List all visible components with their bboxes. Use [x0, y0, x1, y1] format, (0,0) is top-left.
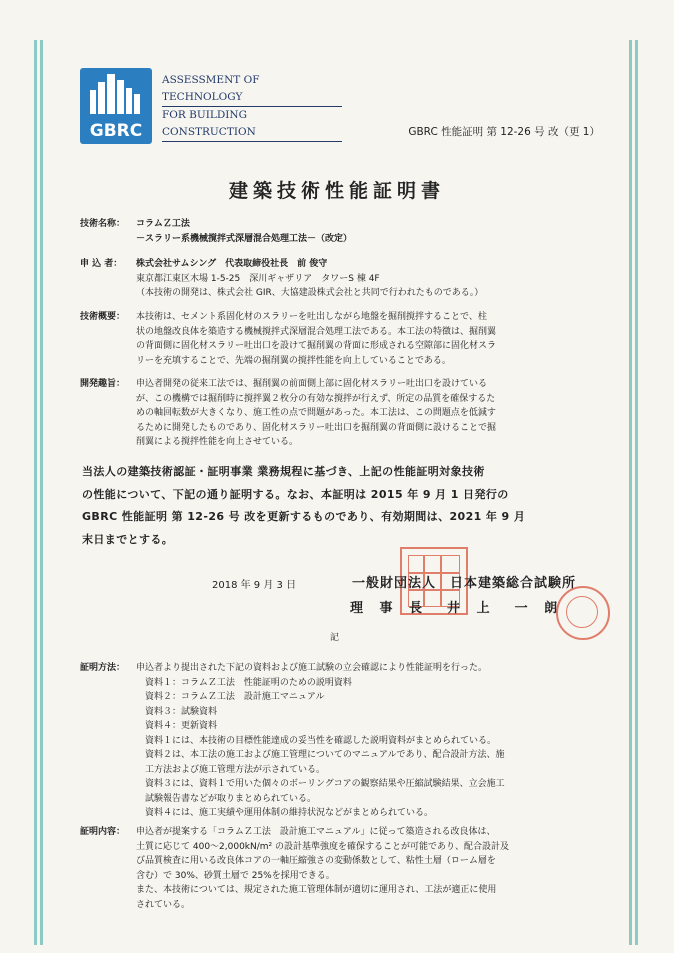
section-body	[136, 661, 598, 821]
section-method	[80, 661, 600, 821]
text-line: コラムＺ工法	[136, 219, 190, 229]
section-body	[136, 825, 598, 912]
text-line: めの軸回転数が大きくなり、施工性の点で問題があった。本工法は、この問題点を低減す	[136, 408, 496, 418]
text-line: 資料４：更新資料	[136, 721, 218, 731]
text-line: 本技術は、セメント系固化材のスラリーを吐出しながら地盤を掘削撹拌することで、柱	[136, 312, 487, 322]
text-line: －スラリー系機械撹拌式深層混合処理工法－（改定）	[136, 233, 353, 244]
section-label: 申 込 者：	[80, 259, 123, 269]
document-title: 建築技術性能証明書	[228, 180, 445, 202]
org-name-line-2: FOR BUILDING CONSTRUCTION	[162, 107, 342, 142]
section-label: 技術概要：	[80, 312, 126, 322]
org-name-english	[162, 72, 342, 142]
issuer-organization: 一般財団法人 日本建築総合試験所	[352, 576, 577, 591]
issuer-signatory: 理 事 長 井 上 一 朗	[350, 601, 564, 616]
text-line: 土質に応じて 400～2,000kN/m² の設計基準強度を確保することが可能であり、配合設計及	[136, 841, 510, 852]
section-tech-name	[80, 217, 600, 247]
section-overview	[80, 310, 600, 370]
text-line: リーを充填することで、先端の掘削翼の撹拌性能を向上していることである。	[136, 355, 451, 366]
note-marker: 記	[330, 633, 340, 643]
text-line: 工方法および施工管理方法が示されている。	[136, 764, 326, 775]
section-label: 証明方法：	[80, 663, 126, 673]
text-line: の背面側に固化材スラリー吐出口を設けて掘削翼の背面に形成される空隙部に固化材スラ	[136, 341, 497, 351]
text-line: 資料１には、本技術の目標性能達成の妥当性を確認した説明資料がまとめられている。	[136, 735, 497, 746]
text-line: 株式会社サムシング 代表取締役社長 前 俊守	[136, 259, 328, 269]
text-line: 資料２：コラムＺ工法 設計施工マニュアル	[136, 692, 325, 702]
text-line: 東京都江東区木場 1-5-25 深川ギャザリア タワーS 棟 4F	[136, 273, 380, 284]
section-label: 証明内容：	[80, 827, 126, 837]
certification-statement	[82, 461, 602, 551]
text-line: 含む）で 30%、砂質土層で 25%を採用できる。	[136, 870, 335, 881]
gbrc-logo	[80, 68, 152, 144]
text-line: 資料３には、資料１で用いた個々のボーリングコアの観察結果や圧縮試験結果、立会施工	[136, 779, 505, 789]
text-line: るために開発したものであり、固化材スラリー吐出口を掘削翼の背面側に設けることで掘	[136, 422, 497, 433]
text-line: 申込者より提出された下記の資料および施工試験の立会確認により性能証明を行った。	[136, 663, 488, 673]
org-name-line-1: ASSESSMENT OF TECHNOLOGY	[162, 72, 342, 107]
text-line: （本技術の開発は、株式会社 GIR、大協建設株式会社と共同で行われたものである。）	[136, 288, 484, 298]
section-body	[136, 217, 598, 246]
text-line: されている。	[136, 899, 191, 910]
text-line: 申込者開発の従来工法では、掘削翼の前面側上部に固化材スラリー吐出口を設けている	[136, 379, 488, 389]
text-line: 資料２は、本工法の施工および施工管理についてのマニュアルであり、配合設計方法、施	[136, 750, 505, 760]
section-background	[80, 377, 600, 452]
text-line: 当法人の建築技術認証・証明事業 業務規程に基づき、上記の性能証明対象技術	[82, 465, 485, 478]
text-line: 状の地盤改良体を築造する機械撹拌式深層混合処理工法である。本工法の特徴は、掘削翼	[136, 326, 497, 337]
text-line: 削翼による撹拌性能を向上させている。	[136, 437, 299, 447]
text-line: び品質検査に用いる改良体コアの一軸圧縮強さの変動係数として、粘性土層（ローム層を	[136, 856, 496, 866]
text-line: 資料１：コラムＺ工法 性能証明のための説明資料	[136, 677, 352, 688]
text-line: 資料４には、施工実績や運用体制の維持状況などがまとめられている。	[136, 808, 434, 818]
section-body	[136, 257, 598, 301]
issue-date: 2018 年 9 月 3 日	[212, 580, 297, 591]
section-body	[136, 377, 598, 450]
text-line: 末日までとする。	[82, 532, 174, 546]
official-round-seal	[556, 586, 610, 640]
text-line: 試験報告書などが取りまとめられている。	[136, 793, 317, 804]
text-line: 申込者が提案する「コラムＺ工法 設計施工マニュアル」に従って築造される改良体は、	[136, 827, 496, 837]
logo-text: GBRC	[89, 121, 143, 141]
section-label: 技術名称：	[80, 219, 126, 229]
certificate-number: GBRC 性能証明 第 12-26 号 改（更 1）	[408, 126, 600, 138]
text-line: 資料３：試験資料	[136, 706, 218, 717]
text-line: また、本技術については、規定された施工管理体制が適切に運用され、工法が適正に使用	[136, 885, 497, 895]
section-applicant	[80, 257, 600, 301]
text-line: GBRC 性能証明 第 12-26 号 改を更新するものであり、有効期間は、2021 年 9 月	[82, 510, 526, 523]
section-label: 開発趣旨：	[80, 379, 126, 389]
text-line: が、この機構では掘削時に撹拌翼２枚分の有効な撹拌が行えず、所定の品質を確保するた	[136, 393, 496, 404]
text-line: の性能について、下記の通り証明する。なお、本証明は 2015 年 9 月 1 日発行の	[82, 487, 509, 501]
section-content	[80, 825, 600, 915]
section-body	[136, 310, 598, 368]
